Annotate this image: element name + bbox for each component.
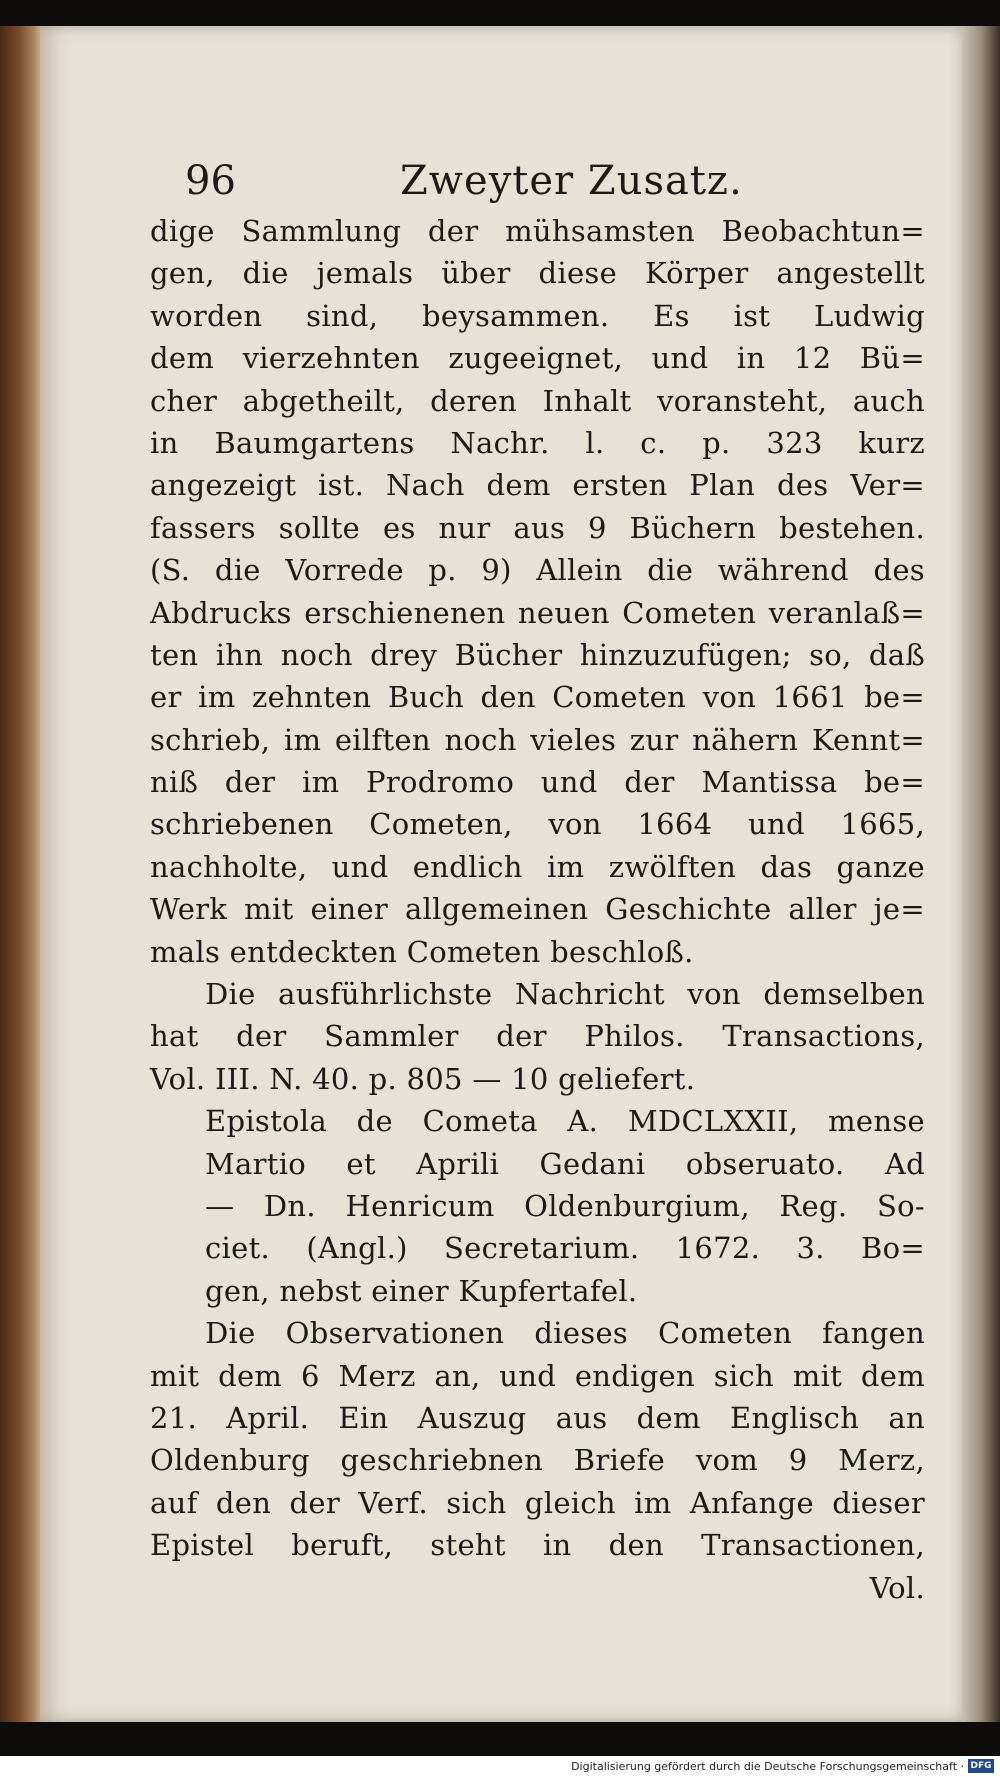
text-line: nachholte, und endlich im zwölften das ganze bbox=[150, 849, 925, 884]
book-binding bbox=[0, 26, 42, 1722]
citation-line: ciet. (Angl.) Secretarium. 1672. 3. Bo= bbox=[205, 1231, 925, 1266]
page-text bbox=[150, 140, 925, 1609]
catchword: Vol. bbox=[869, 1570, 925, 1605]
text-line: ten ihn noch drey Bücher hinzuzufügen; so, daß bbox=[150, 637, 925, 672]
text-line: Werk mit einer allgemeinen Geschichte aller je= bbox=[150, 892, 925, 927]
text-line: er im zehnten Buch den Cometen von 1661 be= bbox=[150, 680, 925, 715]
text-line: angezeigt ist. Nach dem ersten Plan des Ver= bbox=[150, 468, 925, 503]
text-line: gen, die jemals über diese Körper angestellt bbox=[150, 256, 925, 291]
citation-line: Martio et Aprili Gedani obseruato. Ad bbox=[205, 1146, 925, 1181]
scan-top-border bbox=[0, 0, 1000, 26]
text-line: mit dem 6 Merz an, und endigen sich mit dem bbox=[150, 1358, 925, 1393]
page-header bbox=[150, 140, 925, 210]
text-line: schrieb, im eilften noch vieles zur nähern Kennt= bbox=[150, 722, 925, 757]
running-head: Zweyter Zusatz. bbox=[400, 158, 743, 204]
digitization-footer bbox=[0, 1756, 1000, 1777]
text-line: Abdrucks erschienenen neuen Cometen veranlaß= bbox=[150, 595, 925, 630]
citation-line: — Dn. Henricum Oldenburgium, Reg. So- bbox=[205, 1188, 925, 1223]
text-line: schriebenen Cometen, von 1664 und 1665, bbox=[150, 807, 925, 842]
text-line: auf den der Verf. sich gleich im Anfange dieser bbox=[150, 1485, 925, 1520]
text-line: Die Observationen dieses Cometen fangen bbox=[205, 1316, 925, 1351]
page-number: 96 bbox=[185, 158, 236, 204]
text-line: worden sind, beysammen. Es ist Ludwig bbox=[150, 298, 925, 333]
text-line: hat der Sammler der Philos. Transactions, bbox=[150, 1019, 925, 1054]
text-line: mals entdeckten Cometen beschloß. bbox=[150, 934, 694, 969]
citation-line: gen, nebst einer Kupfertafel. bbox=[205, 1273, 638, 1308]
dfg-logo-icon: DFG bbox=[968, 1759, 994, 1773]
citation-line: Epistola de Cometa A. MDCLXXII, mense bbox=[205, 1104, 925, 1139]
text-line: Oldenburg geschriebnen Briefe vom 9 Merz, bbox=[150, 1443, 925, 1478]
text-line: cher abgetheilt, deren Inhalt voransteht, auch bbox=[150, 383, 925, 418]
text-line: dige Sammlung der mühsamsten Beobachtun= bbox=[150, 214, 925, 248]
page-edge bbox=[962, 26, 1000, 1722]
text-line: Vol. III. N. 40. p. 805 — 10 geliefert. bbox=[150, 1061, 696, 1096]
text-line: Die ausführlichste Nachricht von demselben bbox=[205, 977, 925, 1012]
text-line: in Baumgartens Nachr. l. c. p. 323 kurz bbox=[150, 425, 925, 460]
text-line: niß der im Prodromo und der Mantissa be= bbox=[150, 765, 925, 800]
text-line: dem vierzehnten zugeeignet, und in 12 Bü= bbox=[150, 341, 925, 376]
text-line: 21. April. Ein Auszug aus dem Englisch an bbox=[150, 1400, 925, 1435]
funding-credit: Digitalisierung gefördert durch die Deutsche Forschungsgemeinschaft · bbox=[571, 1760, 964, 1773]
text-line: Epistel beruft, steht in den Transactionen, bbox=[150, 1528, 925, 1563]
text-line: fassers sollte es nur aus 9 Büchern bestehen. bbox=[150, 510, 925, 545]
text-line: (S. die Vorrede p. 9) Allein die während des bbox=[150, 553, 925, 588]
scan-bottom-border bbox=[0, 1722, 1000, 1756]
